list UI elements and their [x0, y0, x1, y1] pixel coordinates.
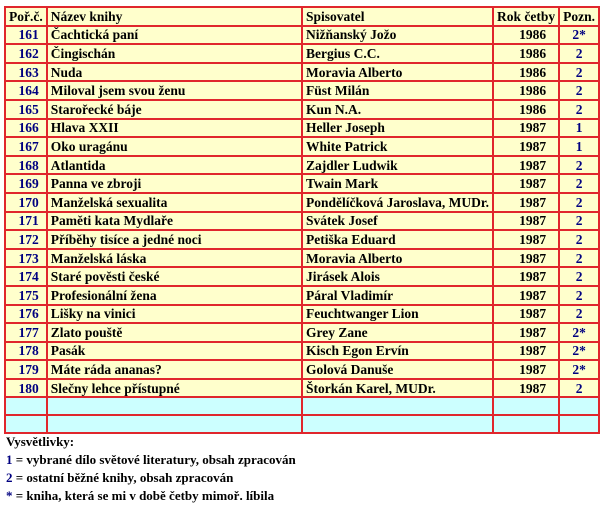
year-cell: 1986: [493, 26, 559, 45]
header-cell-author: Spisovatel: [302, 7, 493, 26]
author-cell: Petiška Eduard: [302, 230, 493, 249]
legend-text: = ostatní běžné knihy, obsah zpracován: [12, 470, 234, 485]
empty-cell: [559, 397, 599, 415]
author-cell: Páral Vladimír: [302, 286, 493, 305]
author-cell: Nižňanský Jožo: [302, 26, 493, 45]
order-cell: 170: [5, 193, 47, 212]
books-table: [4, 6, 600, 434]
order-cell: 171: [5, 212, 47, 231]
legend-key: 1: [6, 452, 13, 467]
note-cell: 2*: [559, 323, 599, 342]
table-row: [5, 156, 599, 175]
note-cell: 2: [559, 100, 599, 119]
title-cell: Paměti kata Mydlaře: [47, 212, 302, 231]
order-cell: 172: [5, 230, 47, 249]
table-row: [5, 379, 599, 398]
author-cell: Füst Milán: [302, 81, 493, 100]
author-cell: Jirásek Alois: [302, 267, 493, 286]
title-cell: Staré pověsti české: [47, 267, 302, 286]
order-cell: 180: [5, 379, 47, 398]
note-cell: 2: [559, 212, 599, 231]
note-cell: 2: [559, 230, 599, 249]
order-cell: 174: [5, 267, 47, 286]
table-row: [5, 26, 599, 45]
empty-cell: [47, 397, 302, 415]
header-cell-title: Název knihy: [47, 7, 302, 26]
header-cell-order: Poř.č.: [5, 7, 47, 26]
title-cell: Čingischán: [47, 44, 302, 63]
legend-text: = vybrané dílo světové literatury, obsah zpracován: [12, 452, 296, 467]
order-cell: 166: [5, 119, 47, 138]
year-cell: 1986: [493, 81, 559, 100]
table-row: [5, 212, 599, 231]
table-row: [5, 174, 599, 193]
table-row: [5, 81, 599, 100]
year-cell: 1987: [493, 174, 559, 193]
legend-text: = kniha, která se mi v době četby mimoř. líbila: [12, 488, 275, 503]
note-cell: 2: [559, 379, 599, 398]
title-cell: Čachtická paní: [47, 26, 302, 45]
note-cell: 2: [559, 174, 599, 193]
note-cell: 2: [559, 44, 599, 63]
year-cell: 1987: [493, 323, 559, 342]
table-row: [5, 360, 599, 379]
order-cell: 175: [5, 286, 47, 305]
title-cell: Miloval jsem svou ženu: [47, 81, 302, 100]
order-cell: 177: [5, 323, 47, 342]
empty-row: [5, 397, 599, 415]
empty-cell: [493, 397, 559, 415]
year-cell: 1987: [493, 305, 559, 324]
title-cell: Oko uragánu: [47, 137, 302, 156]
author-cell: Golová Danuše: [302, 360, 493, 379]
title-cell: Manželská láska: [47, 249, 302, 268]
note-cell: 2: [559, 156, 599, 175]
author-cell: Twain Mark: [302, 174, 493, 193]
note-cell: 1: [559, 119, 599, 138]
order-cell: 162: [5, 44, 47, 63]
year-cell: 1987: [493, 360, 559, 379]
note-cell: 2: [559, 249, 599, 268]
order-cell: 173: [5, 249, 47, 268]
order-cell: 164: [5, 81, 47, 100]
legend-item: [6, 469, 296, 487]
legend: [6, 433, 296, 505]
year-cell: 1987: [493, 156, 559, 175]
year-cell: 1987: [493, 342, 559, 361]
empty-cell: [5, 397, 47, 415]
title-cell: Panna ve zbroji: [47, 174, 302, 193]
title-cell: Starořecké báje: [47, 100, 302, 119]
order-cell: 165: [5, 100, 47, 119]
table-row: [5, 63, 599, 82]
note-cell: 2: [559, 267, 599, 286]
empty-cell: [47, 415, 302, 433]
title-cell: Slečny lehce přístupné: [47, 379, 302, 398]
author-cell: Feuchtwanger Lion: [302, 305, 493, 324]
note-cell: 2: [559, 63, 599, 82]
year-cell: 1986: [493, 44, 559, 63]
table-row: [5, 249, 599, 268]
year-cell: 1986: [493, 100, 559, 119]
title-cell: Lišky na vinici: [47, 305, 302, 324]
author-cell: Heller Joseph: [302, 119, 493, 138]
table-header-row: [5, 7, 599, 26]
author-cell: Pondělíčková Jaroslava, MUDr.: [302, 193, 493, 212]
note-cell: 2: [559, 305, 599, 324]
year-cell: 1987: [493, 193, 559, 212]
author-cell: Štorkán Karel, MUDr.: [302, 379, 493, 398]
legend-title: Vysvětlivky:: [6, 434, 75, 449]
order-cell: 178: [5, 342, 47, 361]
title-cell: Hlava XXII: [47, 119, 302, 138]
author-cell: Kun N.A.: [302, 100, 493, 119]
title-cell: Manželská sexualita: [47, 193, 302, 212]
table-row: [5, 100, 599, 119]
title-cell: Pasák: [47, 342, 302, 361]
order-cell: 169: [5, 174, 47, 193]
year-cell: 1987: [493, 137, 559, 156]
table-row: [5, 323, 599, 342]
year-cell: 1986: [493, 63, 559, 82]
note-cell: 2*: [559, 342, 599, 361]
order-cell: 176: [5, 305, 47, 324]
year-cell: 1987: [493, 230, 559, 249]
table-row: [5, 44, 599, 63]
title-cell: Zlato pouště: [47, 323, 302, 342]
title-cell: Příběhy tisíce a jedné noci: [47, 230, 302, 249]
table-row: [5, 305, 599, 324]
year-cell: 1987: [493, 249, 559, 268]
table-row: [5, 193, 599, 212]
title-cell: Nuda: [47, 63, 302, 82]
author-cell: White Patrick: [302, 137, 493, 156]
year-cell: 1987: [493, 379, 559, 398]
author-cell: Grey Zane: [302, 323, 493, 342]
table-row: [5, 230, 599, 249]
legend-key: *: [6, 488, 13, 503]
empty-cell: [559, 415, 599, 433]
empty-cell: [302, 397, 493, 415]
header-cell-year: Rok četby: [493, 7, 559, 26]
title-cell: Atlantida: [47, 156, 302, 175]
year-cell: 1987: [493, 119, 559, 138]
legend-item: [6, 451, 296, 469]
order-cell: 161: [5, 26, 47, 45]
legend-item: [6, 487, 296, 505]
year-cell: 1987: [493, 286, 559, 305]
table-row: [5, 342, 599, 361]
author-cell: Kisch Egon Ervín: [302, 342, 493, 361]
table-row: [5, 267, 599, 286]
title-cell: Profesionální žena: [47, 286, 302, 305]
author-cell: Bergius C.C.: [302, 44, 493, 63]
table-row: [5, 119, 599, 138]
empty-cell: [5, 415, 47, 433]
order-cell: 179: [5, 360, 47, 379]
note-cell: 2*: [559, 26, 599, 45]
author-cell: Moravia Alberto: [302, 63, 493, 82]
empty-cell: [493, 415, 559, 433]
note-cell: 1: [559, 137, 599, 156]
order-cell: 167: [5, 137, 47, 156]
note-cell: 2: [559, 81, 599, 100]
order-cell: 163: [5, 63, 47, 82]
title-cell: Máte ráda ananas?: [47, 360, 302, 379]
empty-row: [5, 415, 599, 433]
legend-key: 2: [6, 470, 13, 485]
year-cell: 1987: [493, 267, 559, 286]
year-cell: 1987: [493, 212, 559, 231]
author-cell: Zajdler Ludwik: [302, 156, 493, 175]
note-cell: 2: [559, 193, 599, 212]
note-cell: 2*: [559, 360, 599, 379]
author-cell: Svátek Josef: [302, 212, 493, 231]
table-row: [5, 286, 599, 305]
note-cell: 2: [559, 286, 599, 305]
author-cell: Moravia Alberto: [302, 249, 493, 268]
table-row: [5, 137, 599, 156]
order-cell: 168: [5, 156, 47, 175]
empty-cell: [302, 415, 493, 433]
table-body: [5, 26, 599, 434]
header-cell-note: Pozn.: [559, 7, 599, 26]
